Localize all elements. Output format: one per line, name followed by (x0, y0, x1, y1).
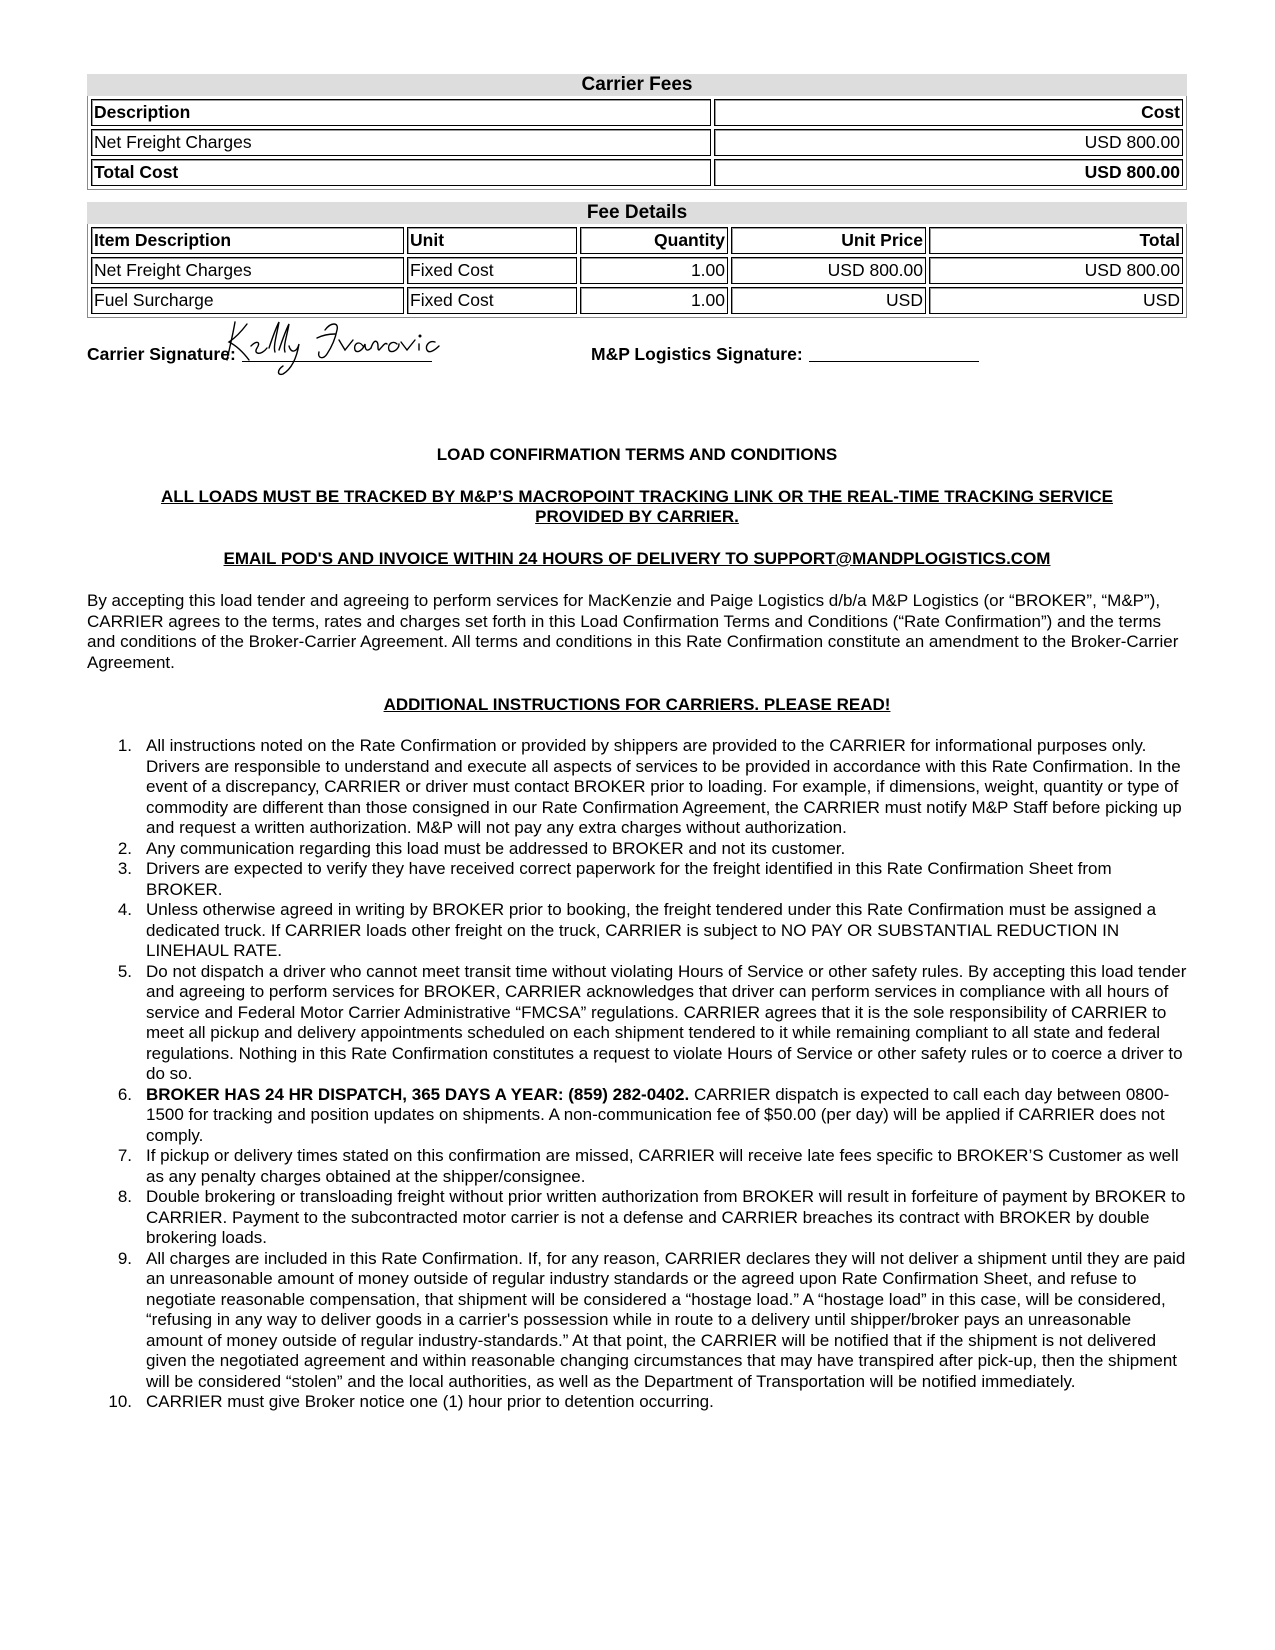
total-header: Total (929, 227, 1183, 254)
list-item: 1. All instructions noted on the Rate Confirmation or provided by shippers are provided to the CARRIER for informational purposes only. Drivers are responsible to understand and execute all aspects of services to be provided in accordance with this Rate Confirmation. In the event of a discrepancy, CARRIER or driver must contact BROKER prior to loading. For example, if dimensions, weight, quantity or type of commodity are different than those consigned in our Rate Confirmation Agreement, the CARRIER must notify M&P Staff before picking up and request a written authorization. M&P will not pay any extra charges without authorization. (117, 736, 1182, 837)
unit-price-header: Unit Price (731, 227, 926, 254)
carrier-fees-title: Carrier Fees (87, 74, 1187, 96)
signature-block (87, 318, 1187, 428)
total-row (91, 159, 1183, 186)
fee-description: Net Freight Charges (91, 129, 711, 156)
terms-section (87, 445, 1187, 1413)
total-cell: USD (929, 287, 1183, 314)
list-item: 7. If pickup or delivery times stated on this confirmation are missed, CARRIER will receive late fees specific to BROKER’S Customer as well as any penalty charges obtained at the shipper/consignee. (117, 1146, 1179, 1186)
cost-header: Cost (714, 99, 1183, 126)
list-item: 4. Unless otherwise agreed in writing by BROKER prior to booking, the freight tendered under this Rate Confirmation must be assigned a dedicated truck. If CARRIER loads other freight on the truck, CARRIER is subject to NO PAY OR SUBSTANTIAL REDUCTION IN LINEHAUL RATE. (117, 900, 1157, 960)
quantity-header: Quantity (580, 227, 728, 254)
table-row (91, 287, 1183, 314)
terms-intro: By accepting this load tender and agreeing to perform services for MacKenzie and Paige Logistics d/b/a M&P Logistics (or “BROKER”, “M&P”), CARRIER agrees to the terms, rates and charges set forth in this Load Confirmation Terms and Conditions (“Rate Confirmation”) and the terms and conditions of the Broker-Carrier Agreement. All terms and conditions in this Rate Confirmation constitute an amendment to the Broker-Carrier Agreement. (87, 591, 1179, 672)
quantity-cell: 1.00 (580, 287, 728, 314)
broker-signature-line (809, 342, 979, 362)
item-description-cell: Net Freight Charges (91, 257, 404, 284)
list-item: 9. All charges are included in this Rate Confirmation. If, for any reason, CARRIER declares they will not deliver a shipment until they are paid an unreasonable amount of money outside of regular industry standards or the agreed upon Rate Confirmation Sheet, and refuse to negotiate reasonable compensation, that shipment will be considered a “hostage load.” A “hostage load” in this case, will be considered, “refusing in any way to deliver goods in a carrier's possession while in route to a delivery until shipper/broker pays an unreasonable amount of money outside of regular industry-standards.” At that point, the CARRIER will be notified that if the shipment is not delivered given the negotiated agreement and within reasonable changing circumstances that may have transpired after pick-up, then the shipment will be considered “stolen” and the local authorities, as well as the Department of Transportation will be notified immediately. (117, 1248, 1186, 1391)
fee-details-table (87, 224, 1187, 318)
fee-details-title: Fee Details (87, 202, 1187, 224)
instructions-heading: ADDITIONAL INSTRUCTIONS FOR CARRIERS. PLEASE READ! (383, 695, 891, 714)
table-row (91, 257, 1183, 284)
item-description-cell: Fuel Surcharge (91, 287, 404, 314)
item-description-header: Item Description (91, 227, 404, 254)
tracking-notice: ALL LOADS MUST BE TRACKED BY M&P’S MACROPOINT TRACKING LINK OR THE REAL-TIME TRACKING SERVICE PROVIDED BY CARRIER. (160, 487, 1114, 526)
list-item: 8. Double brokering or transloading freight without prior written authorization from BROKER will result in forfeiture of payment by BROKER to CARRIER. Payment to the subcontracted motor carrier is not a defense and CARRIER breaches its contract with BROKER by double brokering loads. (117, 1187, 1186, 1247)
list-item: 10. CARRIER must give Broker notice one (1) hour prior to detention occurring. (108, 1392, 714, 1411)
quantity-cell: 1.00 (580, 257, 728, 284)
broker-signature-label: M&P Logistics Signature: (591, 344, 803, 364)
carrier-signature-image (213, 316, 463, 376)
list-item: 6. BROKER HAS 24 HR DISPATCH, 365 DAYS A YEAR: (859) 282-0402. CARRIER dispatch is expected to call each day between 0800-1500 for tracking and position updates on shipments. A non-communication fee of $50.00 (per day) will be applied if CARRIER does not comply. (117, 1084, 1170, 1145)
email-notice: EMAIL POD'S AND INVOICE WITHIN 24 HOURS OF DELIVERY TO SUPPORT@MANDPLOGISTICS.COM (223, 549, 1051, 568)
list-item: 3. Drivers are expected to verify they have received correct paperwork for the freight identified in this Rate Confirmation Sheet from BROKER. (117, 859, 1112, 899)
carrier-fees-header-row (91, 99, 1183, 126)
description-header: Description (91, 99, 711, 126)
total-label: Total Cost (91, 159, 711, 186)
carrier-fees-section (87, 74, 1187, 190)
unit-cell: Fixed Cost (407, 257, 577, 284)
total-cell: USD 800.00 (929, 257, 1183, 284)
fee-cost: USD 800.00 (714, 129, 1183, 156)
table-row (91, 129, 1183, 156)
instructions-list (87, 736, 1187, 1413)
dispatch-phone-notice: BROKER HAS 24 HR DISPATCH, 365 DAYS A YEAR: (859) 282-0402. (146, 1084, 690, 1104)
unit-header: Unit (407, 227, 577, 254)
terms-title: LOAD CONFIRMATION TERMS AND CONDITIONS (436, 445, 838, 464)
list-item: 5. Do not dispatch a driver who cannot meet transit time without violating Hours of Service or other safety rules. By accepting this load tender and agreeing to perform services for BROKER, CARRIER acknowledges that driver can perform services in compliance with all hours of service and Federal Motor Carrier Administrative “FMCSA” regulations. CARRIER agrees that it is the sole responsibility of CARRIER to meet all pickup and delivery appointments scheduled on each shipment tendered to it while remaining compliant to all state and federal regulations. Nothing in this Rate Confirmation constitutes a request to violate Hours of Service or other safety rules or to coerce a driver to do so. (117, 961, 1187, 1083)
list-item: 2. Any communication regarding this load must be addressed to BROKER and not its customer. (117, 838, 846, 858)
document-page (87, 74, 1187, 1413)
carrier-signature-label: Carrier Signature: (87, 344, 236, 364)
unit-cell: Fixed Cost (407, 287, 577, 314)
unit-price-cell: USD (731, 287, 926, 314)
fee-details-header-row (91, 227, 1183, 254)
fee-details-section (87, 202, 1187, 318)
total-value: USD 800.00 (714, 159, 1183, 186)
unit-price-cell: USD 800.00 (731, 257, 926, 284)
carrier-fees-table (87, 96, 1187, 190)
